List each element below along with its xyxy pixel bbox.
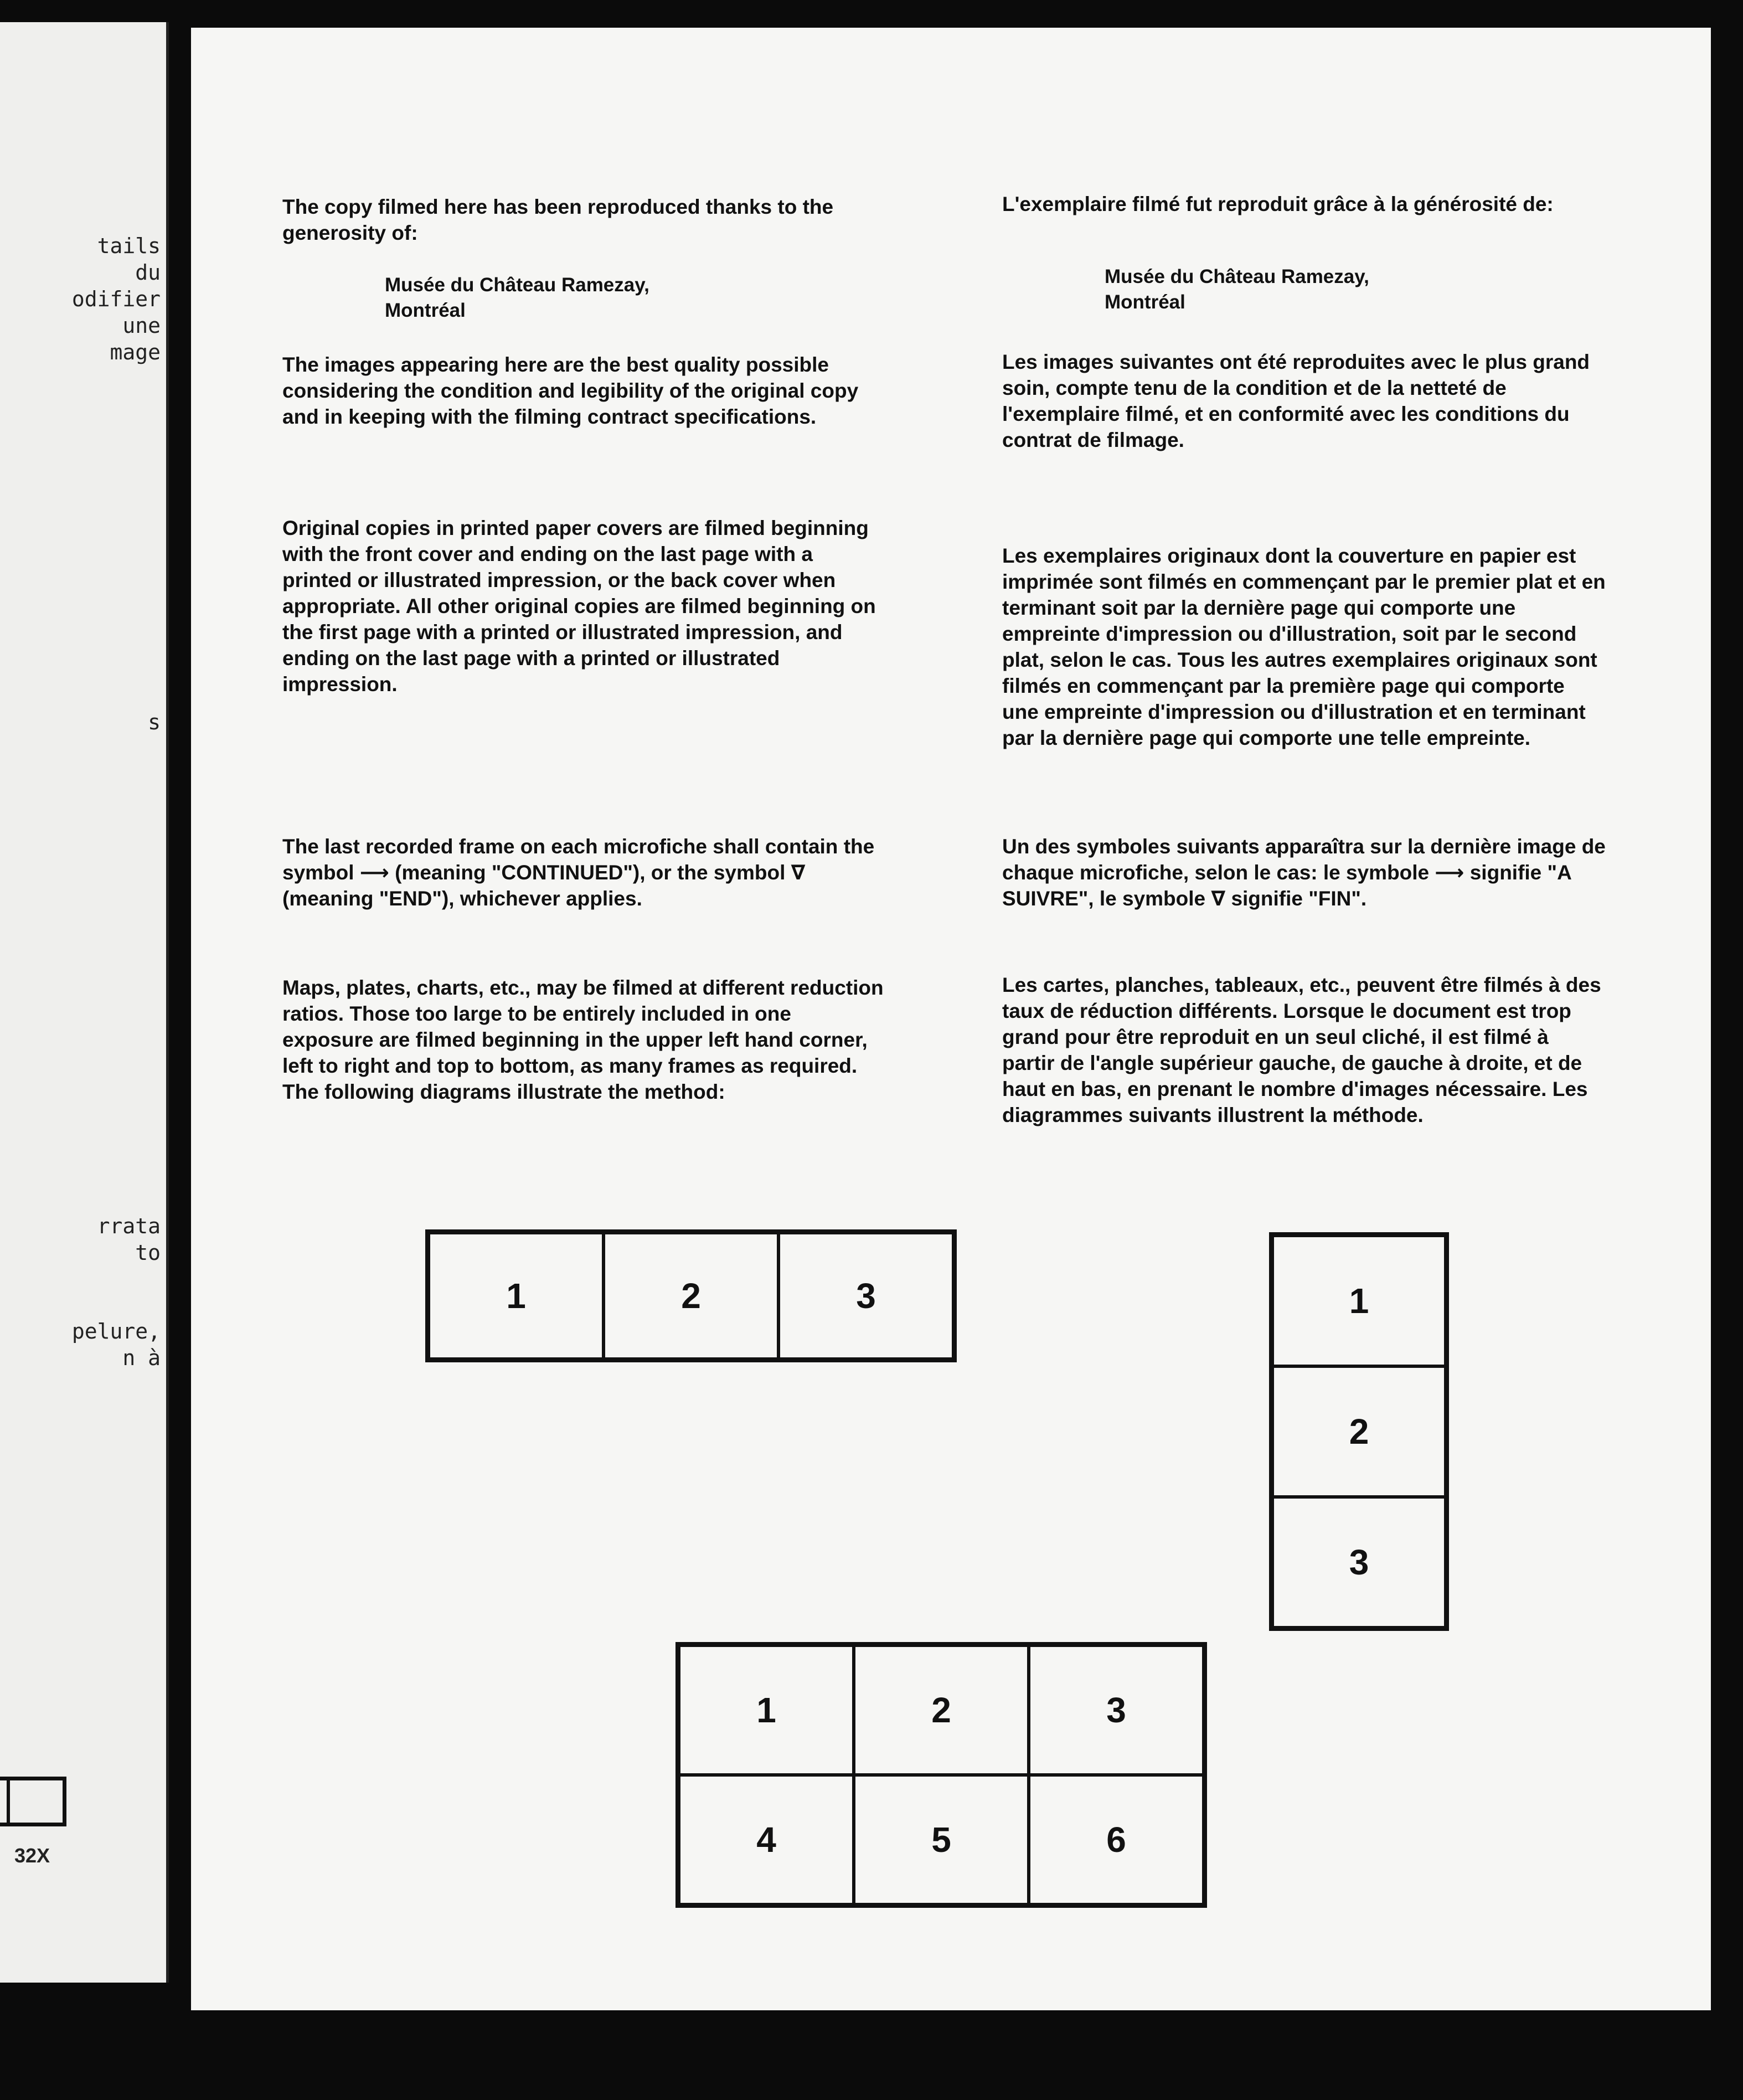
fragment-text: pelure, [71,1319,161,1344]
fragment-text: tails [97,234,161,258]
fragment-text: mage [110,340,161,364]
resolution-target-box [0,1777,66,1826]
frame-cell: 2 [1272,1366,1446,1497]
credit-intro: The copy filmed here has been reproduced thanks to the generosity of: [282,195,834,244]
credit-intro: L'exemplaire filmé fut reproduit grâce à la générosité de: [1002,193,1554,215]
frame-cell: 3 [1272,1497,1446,1628]
scale-label: 32X [14,1844,50,1867]
maps-paragraph: Les cartes, planches, tableaux, etc., peuvent être filmés à des taux de réduction différents. Lorsque le document est trop grand pour être reproduit en un seul cliché, il est filmé à partir de l'angle supérieur gauche, de gauche à droite, et de haut en bas, en prenant le nombre d'images nécessaire. Les diagrammes suivants illustrent la méthode. [1002,974,1601,1126]
symbols-paragraph: Un des symboles suivants apparaîtra sur la dernière image de chaque microfiche, selon le cas: le symbole ⟶ signifie "A SUIVRE", le symbole ∇ signifie "FIN". [1002,835,1606,910]
fragment-text: s [148,710,161,734]
quality-paragraph: Les images suivantes ont été reproduites avec le plus grand soin, compte tenu de la condition et de la netteté de l'exemplaire filmé, et en conformité avec les conditions du contrat de filmage. [1002,351,1590,451]
maps-paragraph: Maps, plates, charts, etc., may be filmed at different reduction ratios. Those too large to be entirely included in one exposure are filmed beginning in the upper left hand corner, left to right and top to bottom, as many frames as required. The following diagrams illustrate the method: [282,976,884,1103]
previous-page-edge [0,22,169,1983]
frame-cell: 1 [429,1233,604,1359]
quality-paragraph: The images appearing here are the best quality possible considering the condition and legibility of the original copy and in keeping with the filming contract specifications. [282,353,859,428]
fragment-text: du [135,260,161,285]
fragment-text: une [122,313,161,338]
originals-paragraph: Original copies in printed paper covers are filmed beginning with the front cover and ending on the last page with a printed or illustrated impression, or the back cover when appropriate. All other original copies are filmed beginning on the first page with a printed or illustrated impression, and ending on the last page with a printed or illustrated impression. [282,517,876,696]
diagram-horizontal [425,1229,957,1362]
institution-name: Musée du Château Ramezay, [385,274,649,296]
institution-city: Montréal [1105,291,1185,313]
institution-name: Musée du Château Ramezay, [1105,266,1369,287]
frame-cell: 2 [604,1233,778,1359]
frame-cell: 4 [679,1775,854,1905]
fragment-text: rrata [97,1214,161,1238]
frame-cell: 5 [854,1775,1029,1905]
fragment-text: odifier [71,287,161,311]
document-page [191,28,1711,2010]
resolution-target-divider [0,1777,10,1826]
frame-cell: 6 [1029,1775,1204,1905]
frame-cell: 1 [1272,1236,1446,1366]
diagram-grid [675,1642,1207,1908]
fragment-text: n à [122,1346,161,1370]
originals-paragraph: Les exemplaires originaux dont la couverture en papier est imprimée sont filmés en commençant par le premier plat et en terminant soit par la dernière page qui comporte une empreinte d'impression ou d'illustration, soit par le second plat, selon le cas. Tous les autres exemplaires originaux sont filmés en commençant par la première page qui comporte une empreinte d'impression ou d'illustration et en terminant par la dernière page qui comporte une telle empreinte. [1002,544,1606,749]
institution-city: Montréal [385,300,466,321]
frame-cell: 3 [778,1233,953,1359]
symbols-paragraph: The last recorded frame on each microfiche shall contain the symbol ⟶ (meaning "CONTINUED"), or the symbol ∇ (meaning "END"), whichever applies. [282,835,875,910]
frame-cell: 2 [854,1645,1029,1775]
frame-cell: 3 [1029,1645,1204,1775]
diagram-vertical [1269,1232,1449,1631]
fragment-text: to [135,1241,161,1265]
frame-cell: 1 [679,1645,854,1775]
